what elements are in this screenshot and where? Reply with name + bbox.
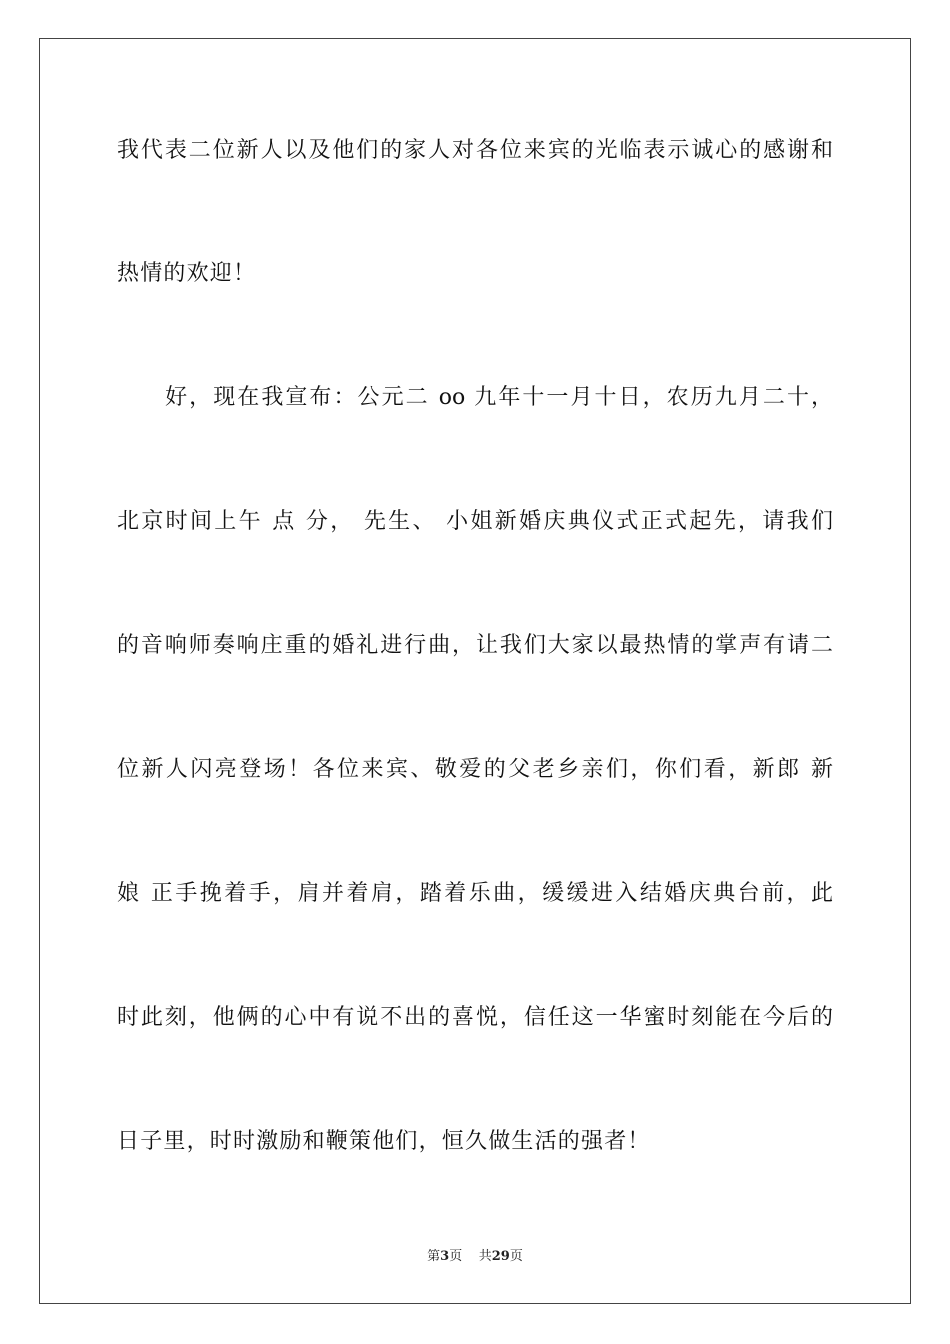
body-text-line-2: 热情的欢迎！ [117,261,257,286]
page-footer [0,1247,950,1267]
body-text-line-8: 时此刻，他俩的心中有说不出的喜悦，信任这一华蜜时刻能在今后的 [117,1005,833,1030]
footer-page-prefix: 第 [427,1249,441,1264]
body-text-line-7: 娘 正手挽着手，肩并着肩，踏着乐曲，缓缓进入结婚庆典台前，此 [117,881,833,906]
body-text-line-6: 位新人闪亮登场！各位来宾、敬爱的父老乡亲们，你们看，新郎 新 [117,757,833,782]
footer-page-unit: 页 [449,1249,463,1264]
footer-total-prefix: 共 [478,1249,492,1264]
page-border [39,38,911,1304]
body-text-line-1: 我代表二位新人以及他们的家人对各位来宾的光临表示诚心的感谢和 [117,138,833,163]
footer-page-total: 29 [491,1249,510,1264]
footer-page-current: 3 [440,1249,450,1264]
footer-total-unit: 页 [509,1249,523,1264]
body-text-line-3: 好，现在我宣布：公元二 oo 九年十一月十日，农历九月二十， [117,385,833,410]
body-text-line-4: 北京时间上午 点 分， 先生、 小姐新婚庆典仪式正式起先，请我们 [117,509,833,534]
body-text-line-5: 的音响师奏响庄重的婚礼进行曲，让我们大家以最热情的掌声有请二 [117,633,833,658]
body-text-line-9: 日子里，时时激励和鞭策他们，恒久做生活的强者！ [117,1129,651,1154]
